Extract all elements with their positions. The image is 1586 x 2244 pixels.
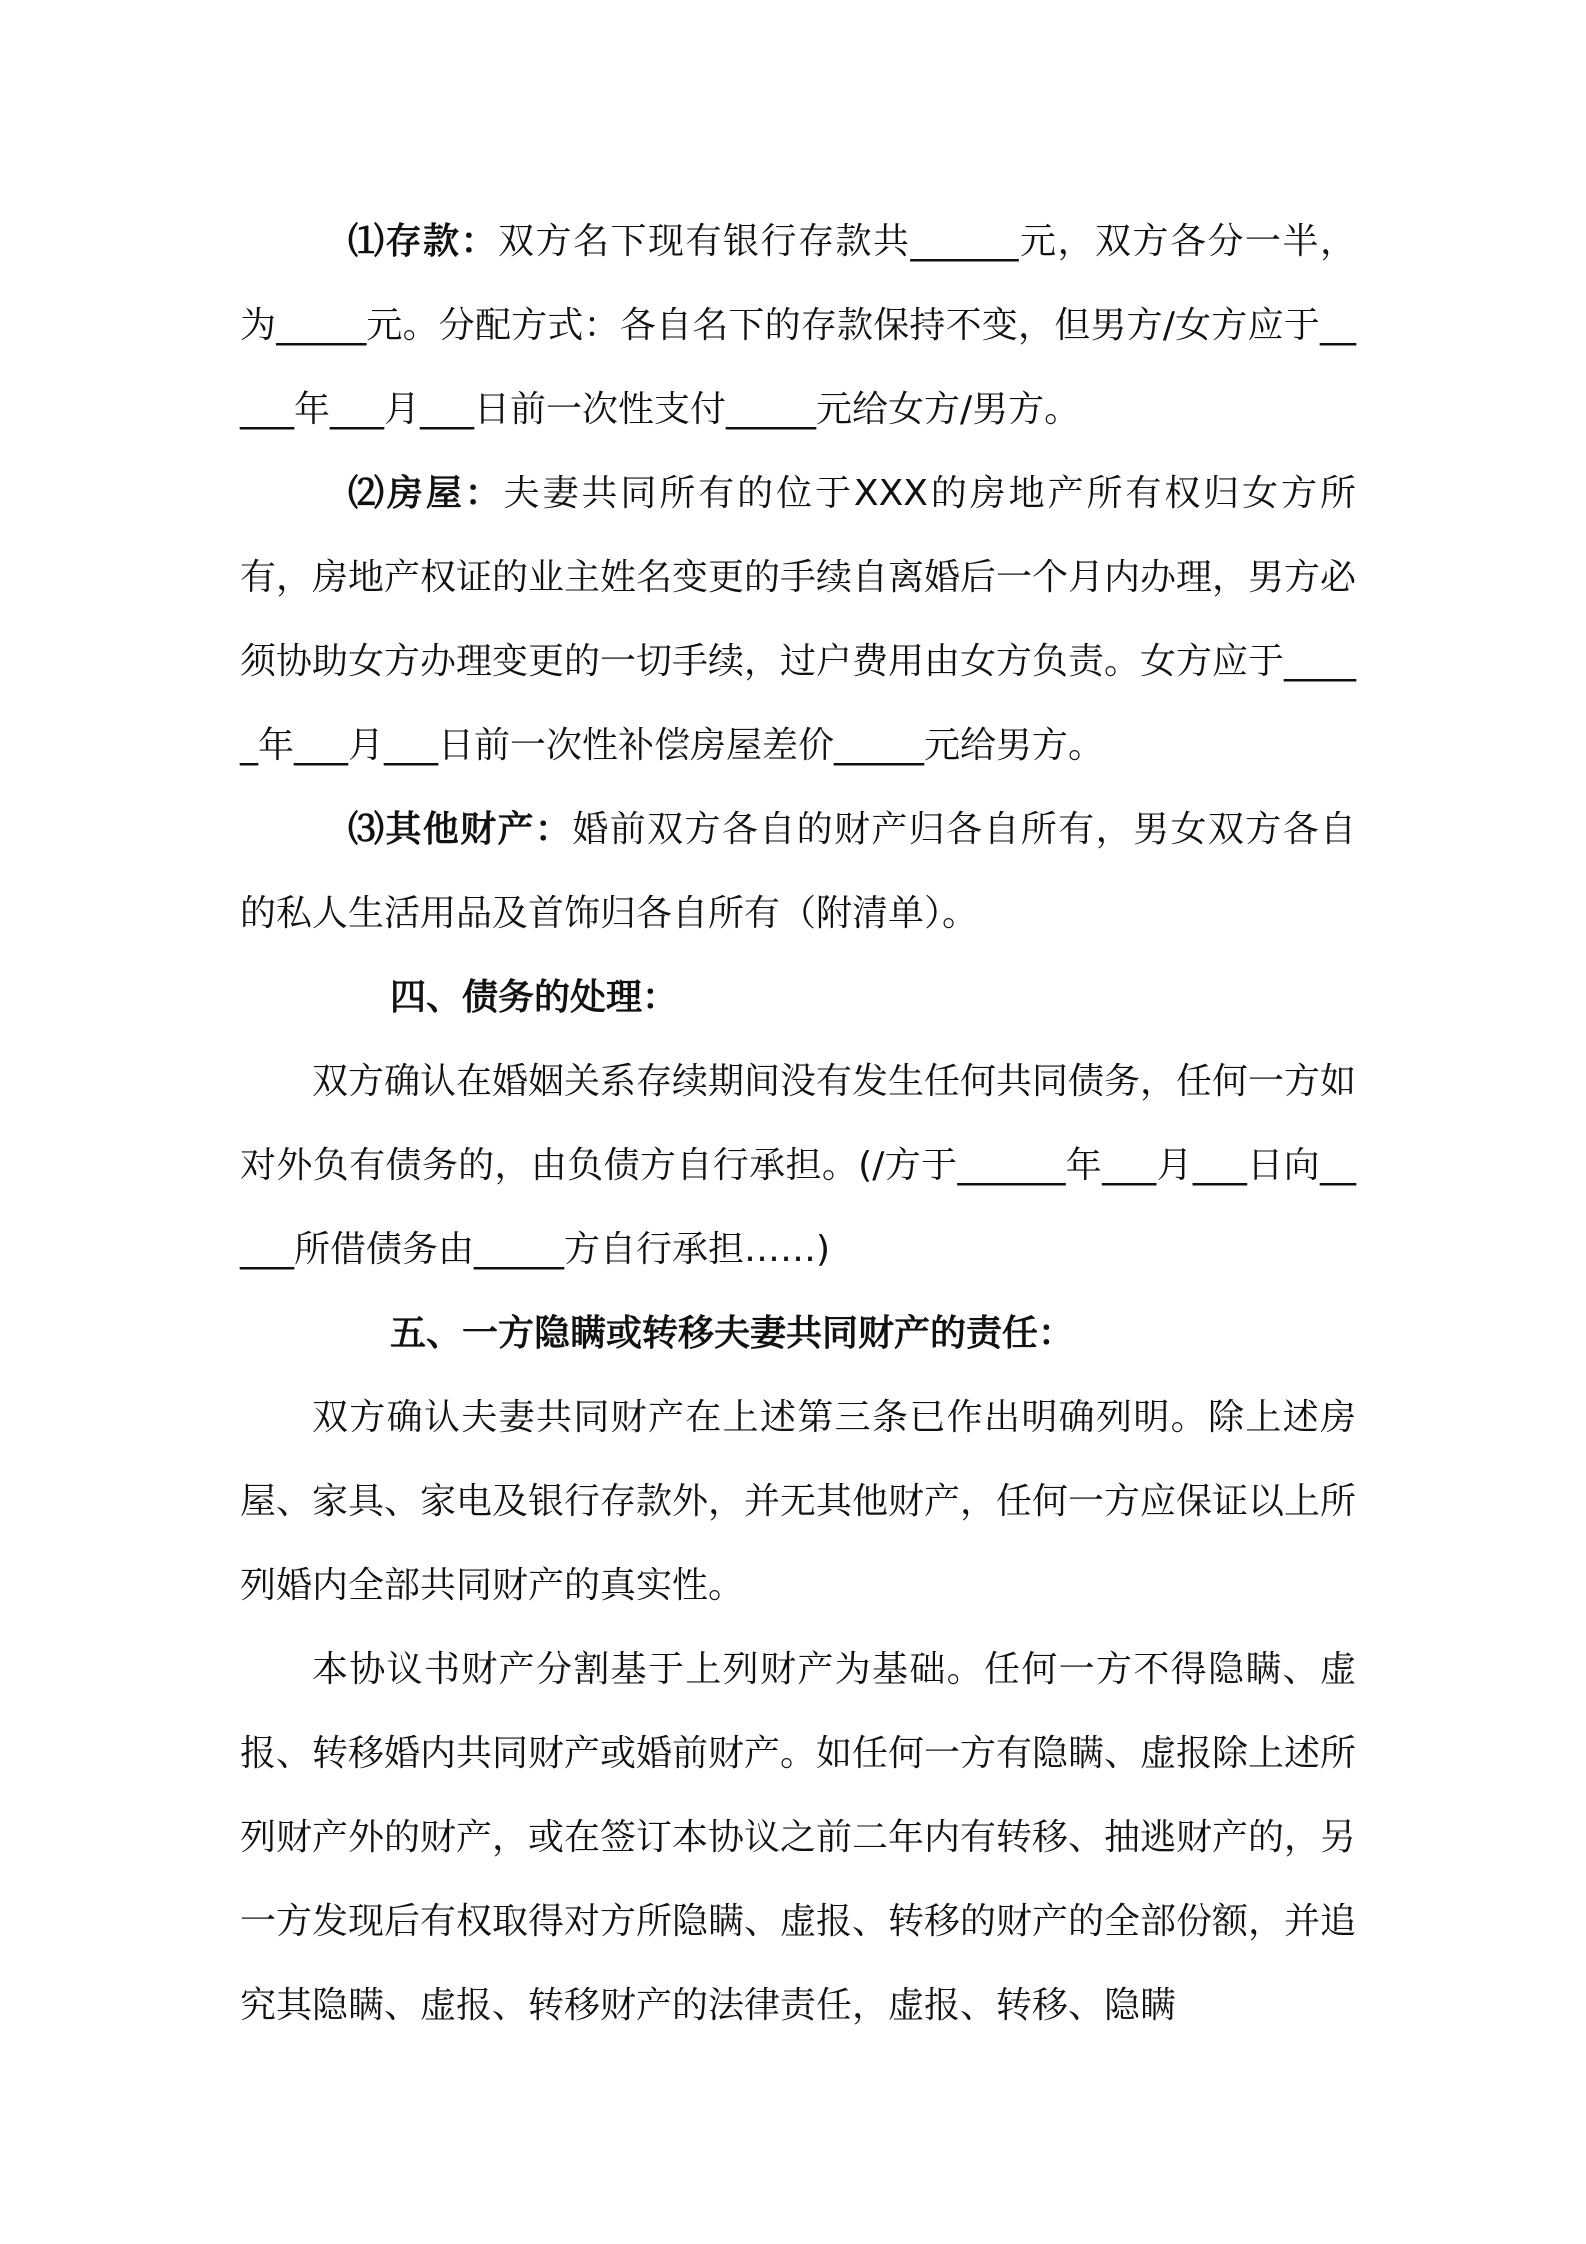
document-body (240, 200, 1356, 2048)
section4-heading: 四、债务的处理： (390, 977, 679, 1018)
section5-paragraph-2: 本协议书财产分割基于上列财产为基础。任何一方不得隐瞒、虚报、转移婚内共同财产或婚前财产。如任何一方有隐瞒、虚报除上述所列财产外的财产，或在签订本协议之前二年内有转移、抽逃财产的，另一方发现后有权取得对方所隐瞒、虚报、转移的财产的全部份额，并追究其隐瞒、虚报、转移财产的法律责任，虚报、转移、隐瞒 (240, 1649, 1357, 2026)
other-property-lead: ⑶其他财产： (348, 809, 573, 850)
house-text: 夫妻共同所有的位于XXX的房地产所有权归女方所有，房地产权证的业主姓名变更的手续自离婚后一个月内办理，男方必须协助女方办理变更的一切手续，过户费用由女方负责。女方应于_____年___月___日前一次性补偿房屋差价_____元给男方。 (240, 473, 1357, 766)
section5-paragraph-1: 双方确认夫妻共同财产在上述第三条已作出明确列明。除上述房屋、家具、家电及银行存款外，并无其他财产，任何一方应保证以上所列婚内全部共同财产的真实性。 (240, 1397, 1357, 1606)
house-paragraph (240, 452, 1356, 788)
section5-heading: 五、一方隐瞒或转移夫妻共同财产的责任： (390, 1313, 1075, 1354)
section4-paragraph: 双方确认在婚姻关系存续期间没有发生任何共同债务，任何一方如对外负有债务的，由负债方自行承担。(/方于______年___月___日向_____所借债务由_____方自行承担……) (240, 1061, 1357, 1270)
deposit-lead: ⑴存款： (348, 221, 498, 262)
deposit-text: 双方名下现有银行存款共______元，双方各分一半，为_____元。分配方式：各自名下的存款保持不变，但男方/女方应于_____年___月___日前一次性支付_____元给女方/男方。 (240, 221, 1356, 430)
deposit-paragraph (240, 200, 1356, 452)
house-lead: ⑵房屋： (348, 473, 504, 514)
other-property-text: 婚前双方各自的财产归各自所有，男女双方各自的私人生活用品及首饰归各自所有（附清单）。 (240, 809, 1356, 934)
other-property-paragraph (240, 788, 1356, 956)
